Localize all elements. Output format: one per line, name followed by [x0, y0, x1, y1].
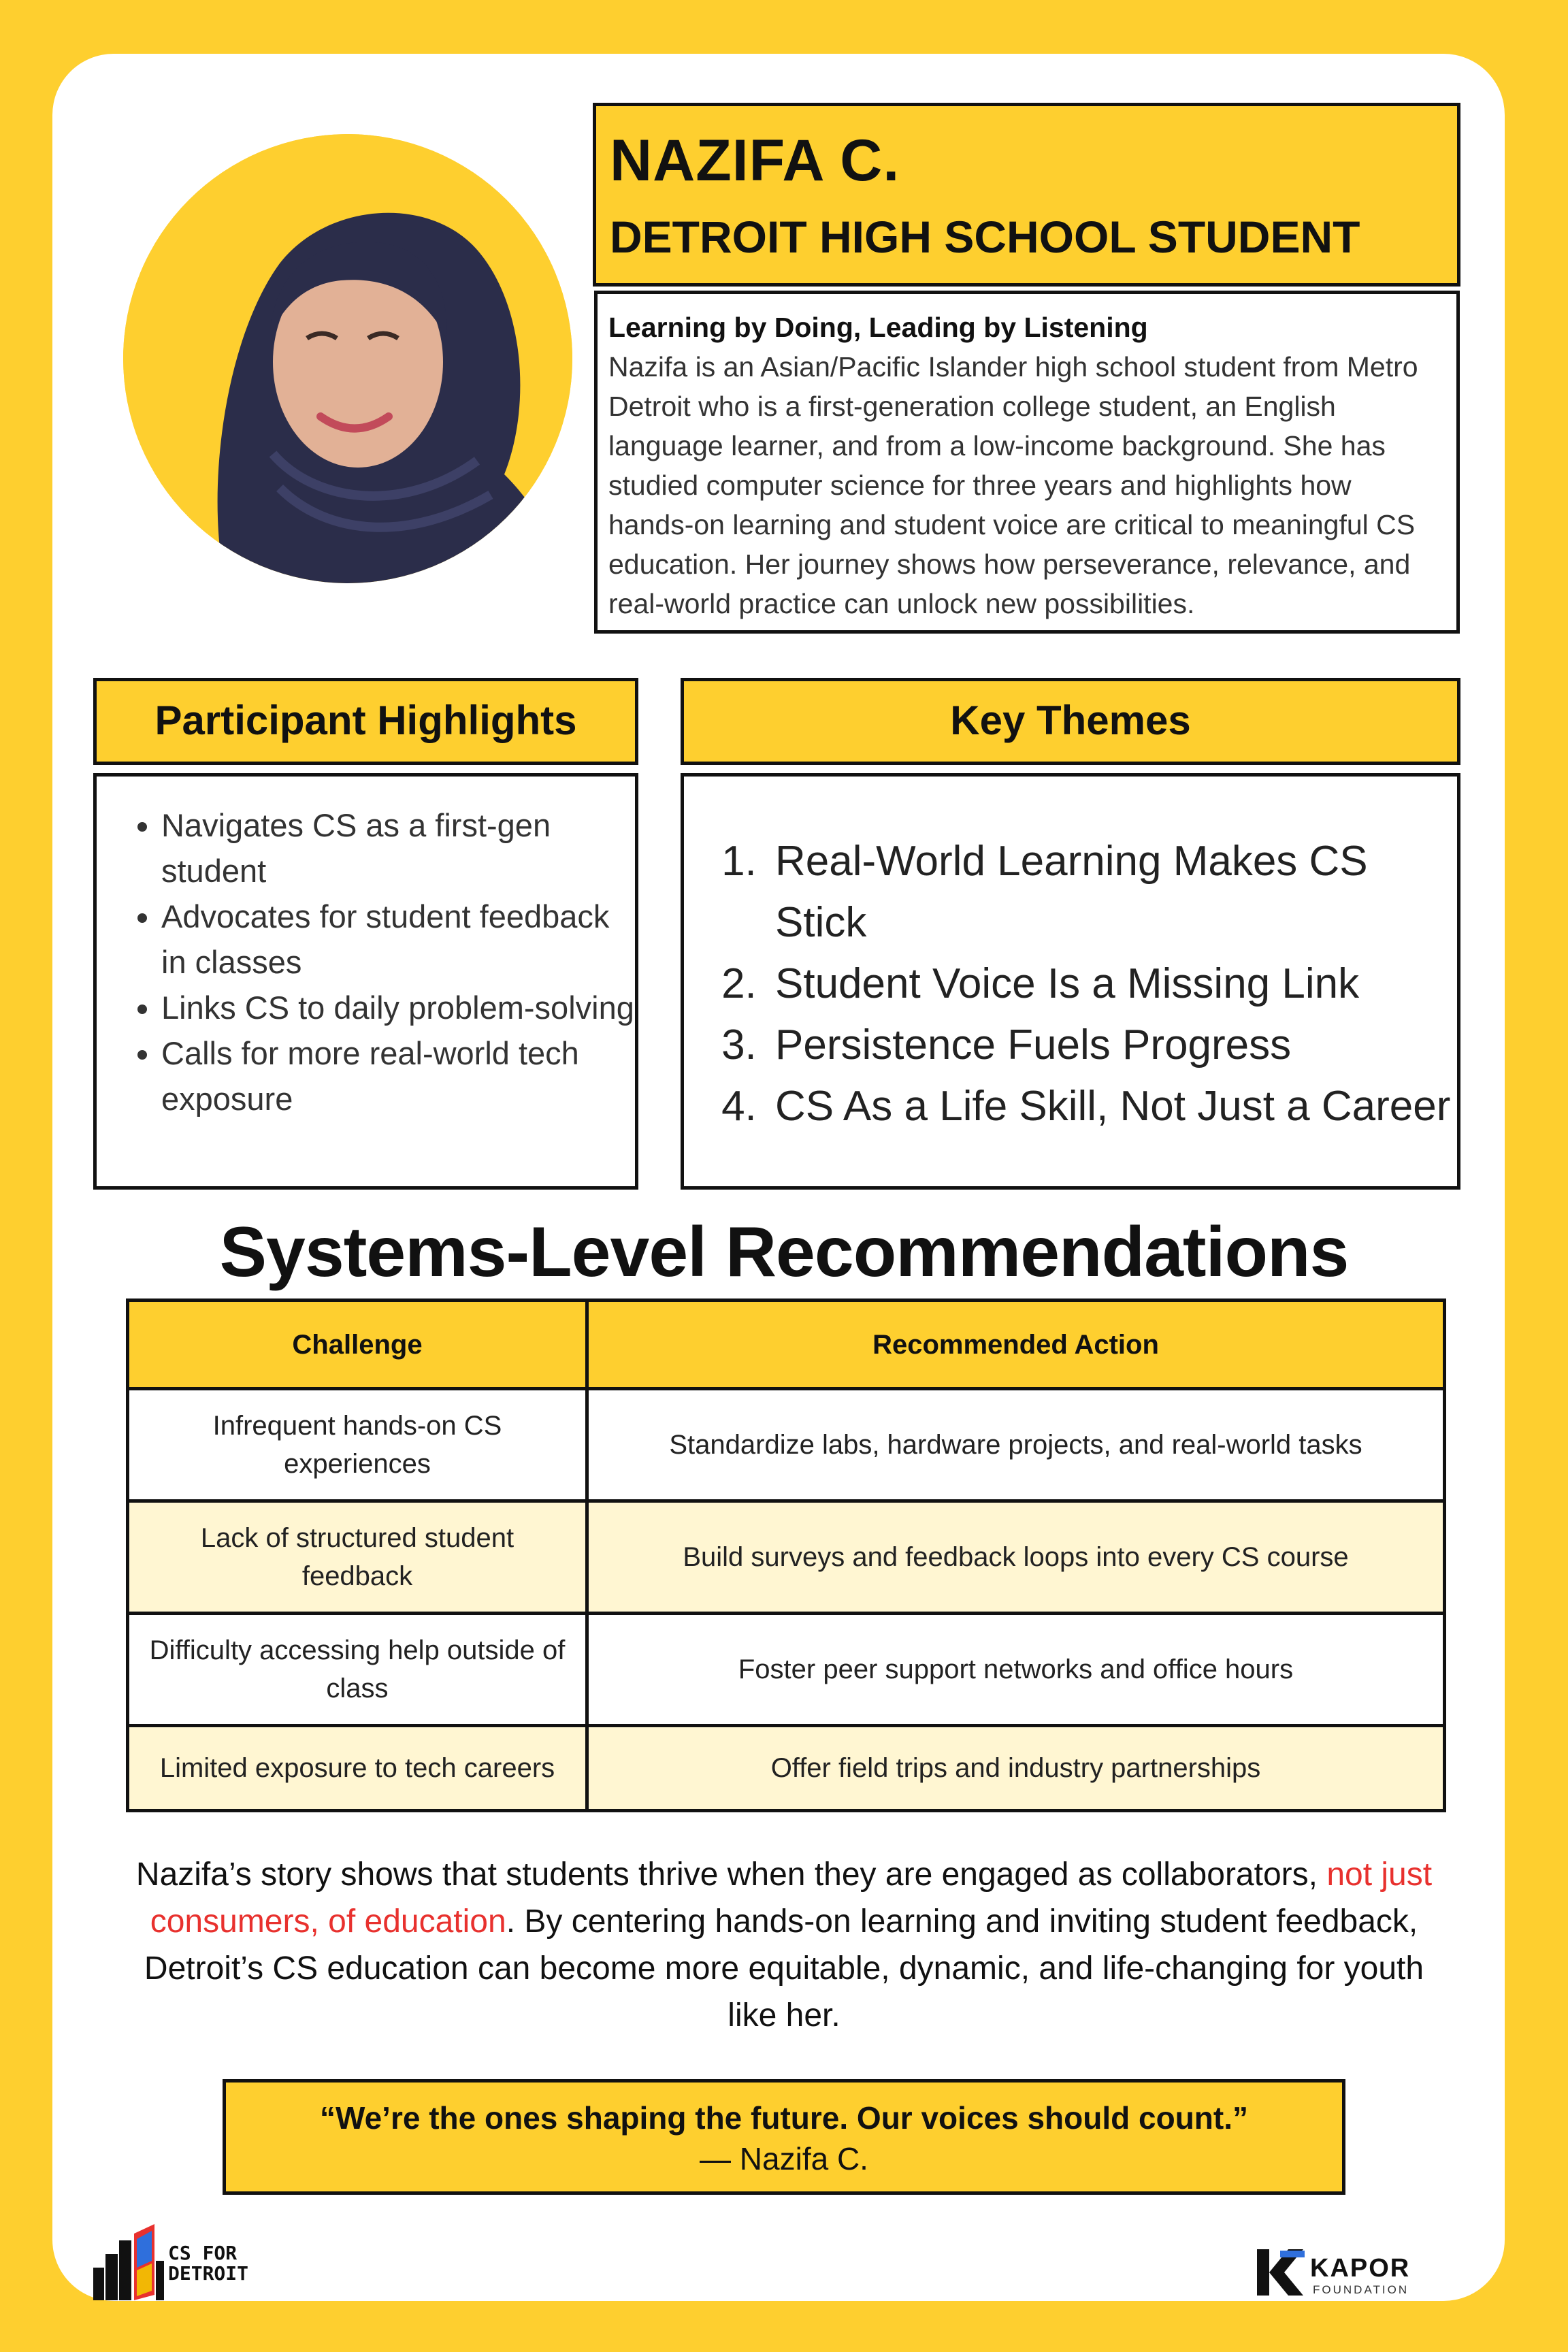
kapor-name: KAPOR — [1310, 2254, 1411, 2283]
bio-box — [594, 291, 1460, 634]
summary-text-start: Nazifa’s story shows that students thrive when they are engaged as collaborators, — [135, 1857, 1327, 1893]
portrait-illustration — [123, 134, 572, 583]
highlights-panel — [93, 773, 638, 1190]
bio-title: Learning by Doing, Leading by Listening — [608, 312, 1148, 343]
quote-attribution: — Nazifa C. — [700, 2141, 868, 2176]
kapor-k-icon — [1254, 2245, 1309, 2300]
themes-header — [681, 678, 1460, 765]
list-item: • Calls for more real-world tech exposure — [161, 1030, 635, 1122]
action-cell: Offer field trips and industry partnerships — [587, 1726, 1445, 1811]
cs-for-detroit-logo — [92, 2220, 269, 2302]
list-item: 1. Real-World Learning Makes CS Stick — [768, 831, 1457, 953]
list-item: • Links CS to daily problem-solving — [161, 985, 635, 1030]
kapor-subtitle: FOUNDATION — [1313, 2283, 1409, 2296]
challenge-cell: Lack of structured student feedback — [128, 1501, 587, 1614]
themes-list — [684, 777, 1457, 1137]
summary-paragraph — [122, 1851, 1446, 2039]
summary-text-end: . By centering hands-on learning and inviting student feedback, Detroit’s CS education can become more equitable, dynamic, and life-changing for youth like her. — [144, 1904, 1424, 2034]
skyline-icon — [92, 2220, 167, 2302]
kapor-foundation-logo — [1254, 2242, 1445, 2304]
summary-highlight: not just consumers, of education — [150, 1857, 1433, 1940]
list-item: 3. Persistence Fuels Progress — [768, 1015, 1457, 1076]
challenge-cell: Limited exposure to tech careers — [128, 1726, 587, 1811]
list-item: 4. CS As a Life Skill, Not Just a Career — [768, 1076, 1457, 1137]
logo-text-left — [168, 2243, 248, 2284]
challenge-cell: Infrequent hands-on CS experiences — [128, 1389, 587, 1501]
action-cell: Foster peer support networks and office hours — [587, 1614, 1445, 1726]
themes-panel — [681, 773, 1460, 1190]
logo-line-2: DETROIT — [168, 2262, 249, 2285]
table-row — [128, 1501, 1445, 1614]
list-item: • Navigates CS as a first-gen student — [161, 802, 635, 894]
column-header-challenge: Challenge — [128, 1301, 587, 1389]
recommendations-title: Systems-Level Recommendations — [219, 1213, 1349, 1292]
quote-text: “We’re the ones shaping the future. Our voices should count.” — [320, 2100, 1248, 2136]
participant-role: DETROIT HIGH SCHOOL STUDENT — [610, 212, 1360, 262]
recommendations-table — [126, 1298, 1446, 1812]
column-header-action: Recommended Action — [587, 1301, 1445, 1389]
highlights-header — [93, 678, 638, 765]
table-row — [128, 1389, 1445, 1501]
bio-text: Nazifa is an Asian/Pacific Islander high school student from Metro Detroit who is a first-generation college student, an English language learner, and from a low-income background. She has studied computer science for three years and highlights how hands-on learning and student voice are critical to meaningful CS education. Her journey shows how perseverance, relevance, and real-world practice can unlock new possibilities. — [608, 351, 1418, 619]
name-header — [593, 103, 1460, 287]
list-item: 2. Student Voice Is a Missing Link — [768, 953, 1457, 1015]
highlights-list — [97, 777, 635, 1122]
logo-line-1: CS FOR — [168, 2242, 238, 2264]
list-item: • Advocates for student feedback in classes — [161, 894, 635, 985]
themes-title: Key Themes — [950, 698, 1191, 743]
table-row — [128, 1726, 1445, 1811]
challenge-cell: Difficulty accessing help outside of class — [128, 1614, 587, 1726]
table-header-row — [128, 1301, 1445, 1389]
quote-box — [223, 2079, 1345, 2195]
action-cell: Build surveys and feedback loops into every CS course — [587, 1501, 1445, 1614]
participant-name: NAZIFA C. — [610, 128, 900, 193]
highlights-title: Participant Highlights — [154, 698, 577, 743]
profile-photo — [123, 134, 572, 583]
table-row — [128, 1614, 1445, 1726]
action-cell: Standardize labs, hardware projects, and real-world tasks — [587, 1389, 1445, 1501]
